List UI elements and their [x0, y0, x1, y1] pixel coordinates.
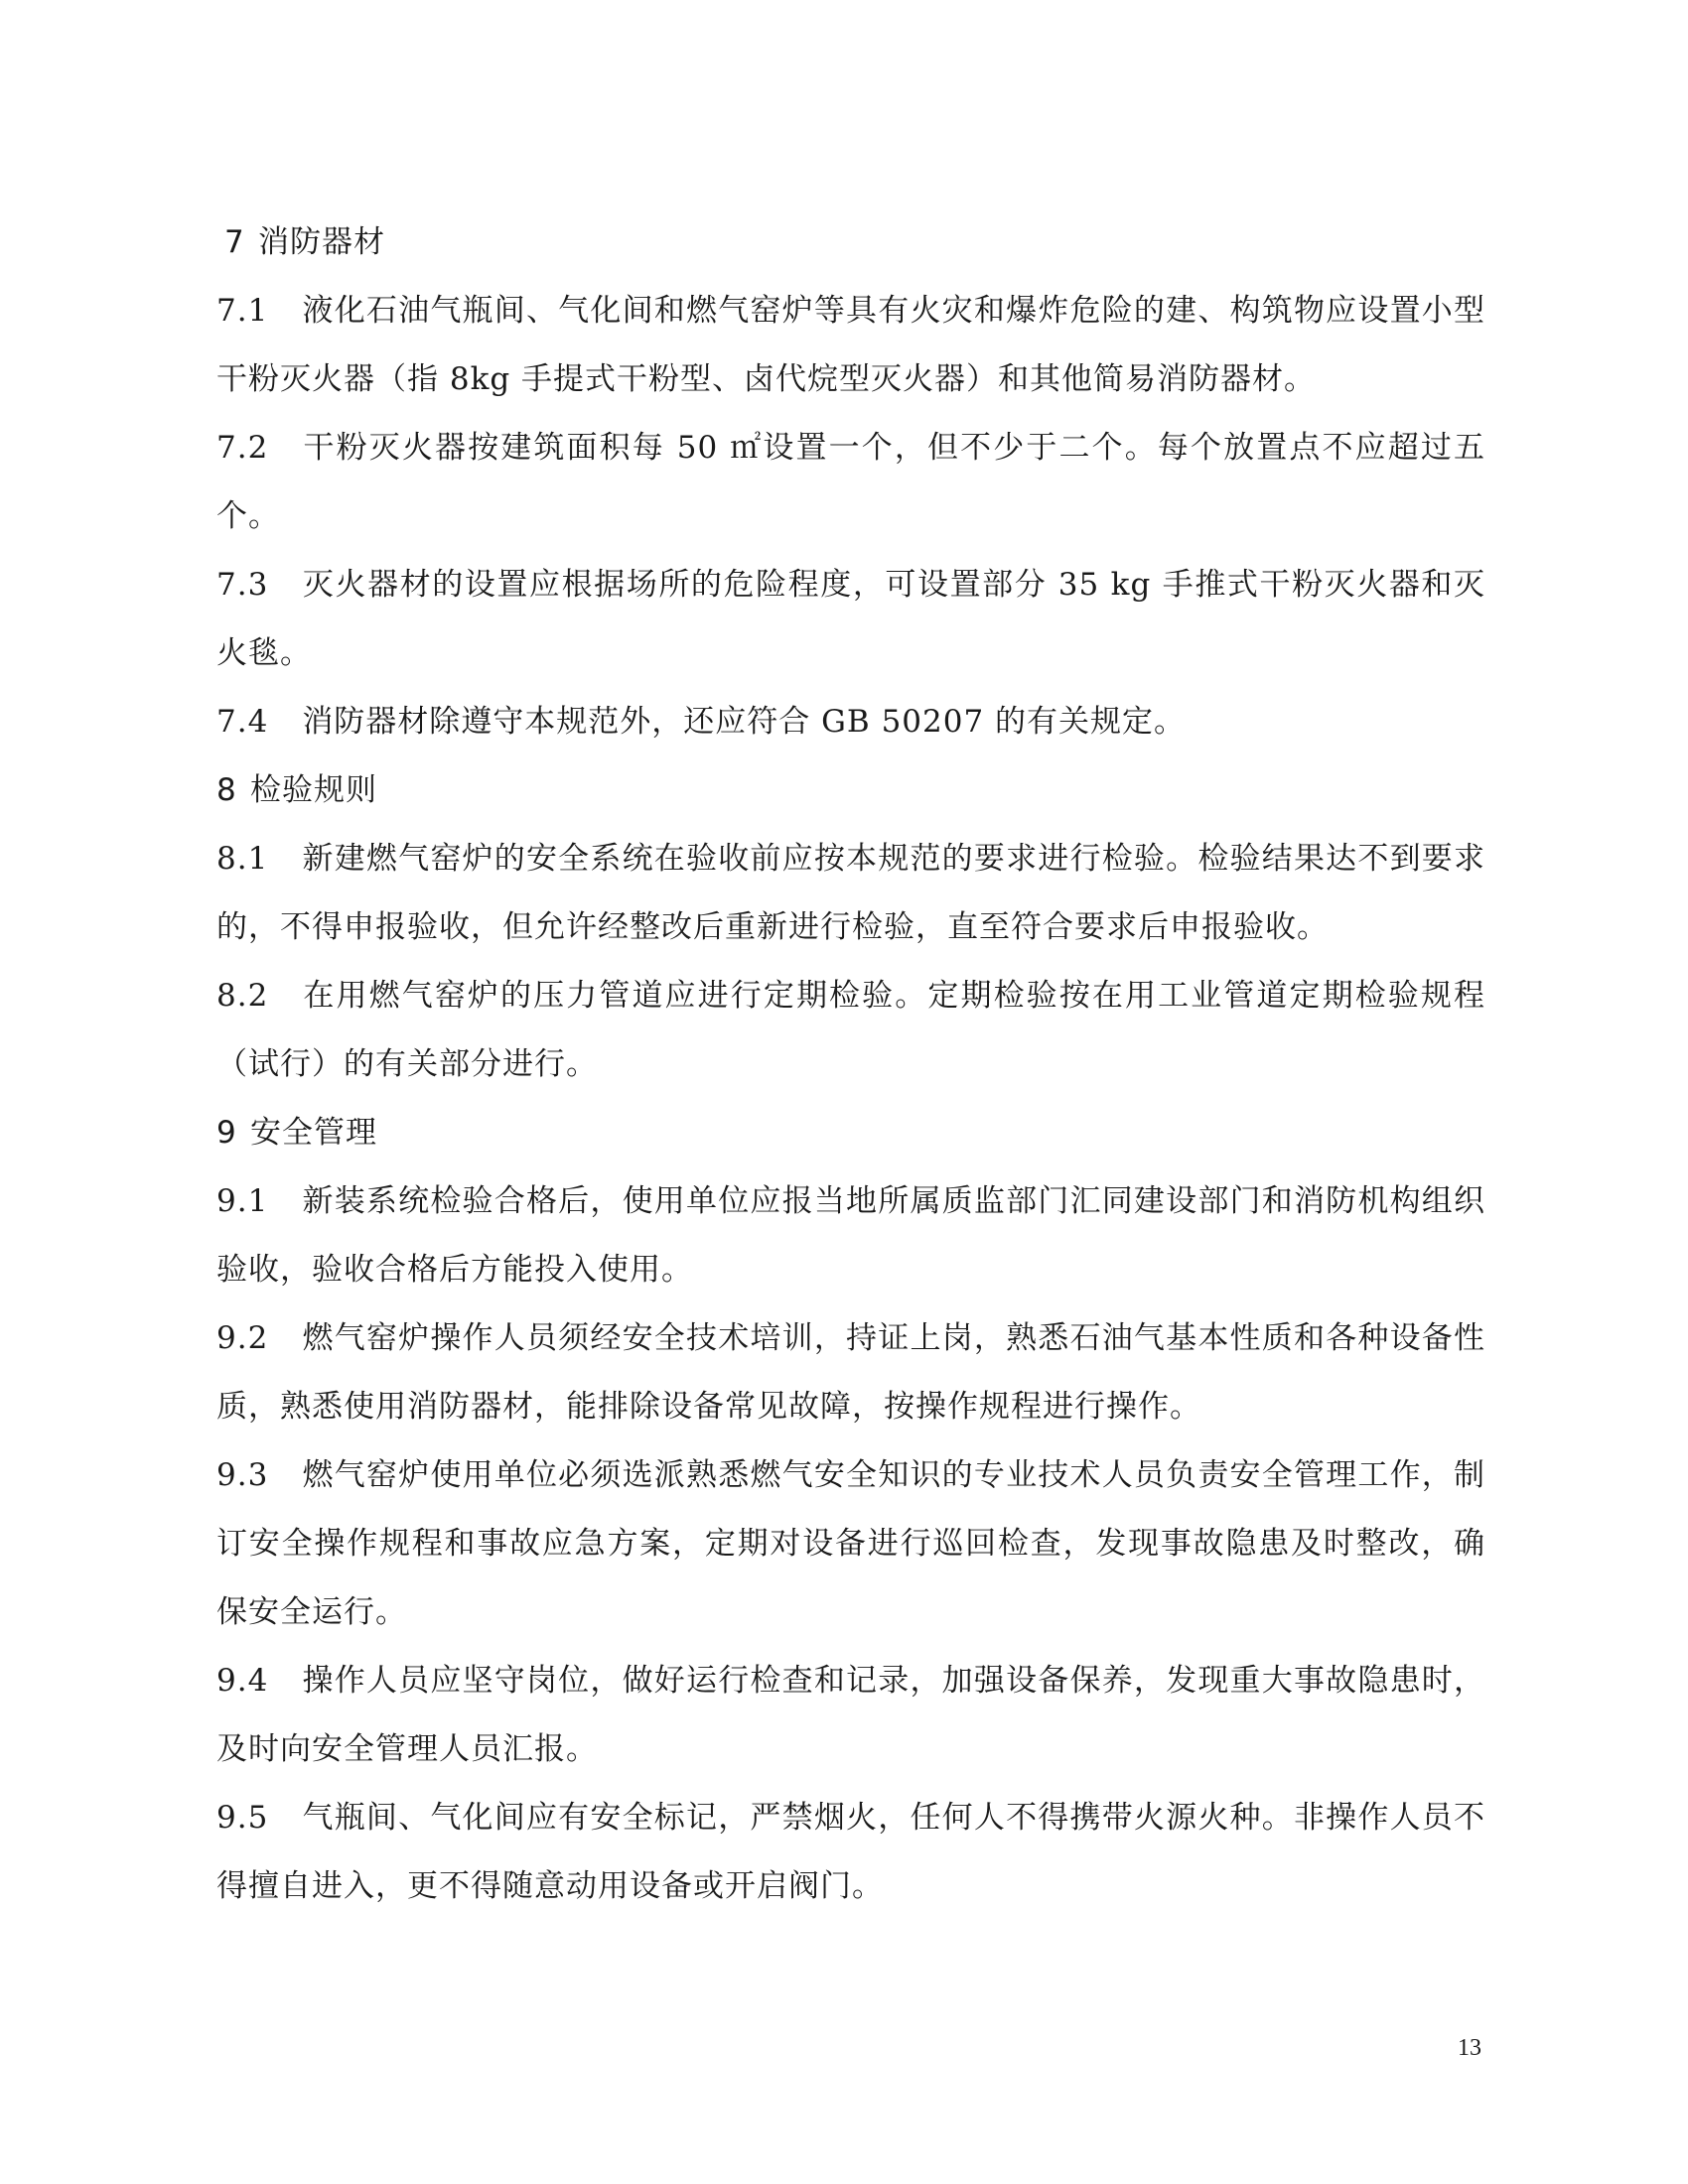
page-content	[216, 208, 1485, 1921]
section-heading	[216, 1099, 1485, 1167]
clause-number: 7.2	[216, 430, 269, 466]
clause-number: 9.4	[216, 1663, 269, 1699]
clause-text: 消防器材除遵守本规范外，还应符合 GB 50207 的有关规定。	[302, 704, 1187, 740]
clause-text: 新装系统检验合格后，使用单位应报当地所属质监部门汇同建设部门和消防机构组织验收，验收合格后方能投入使用。	[216, 1183, 1485, 1288]
clause-number: 9.1	[216, 1183, 269, 1219]
clause	[216, 688, 1485, 756]
section-number: 9	[216, 1115, 237, 1151]
clause	[216, 1167, 1485, 1304]
clause	[216, 1304, 1485, 1441]
section-heading	[216, 208, 1485, 277]
clause-number: 9.5	[216, 1800, 269, 1836]
clause-number: 8.1	[216, 841, 269, 877]
clause	[216, 277, 1485, 414]
clause	[216, 1441, 1485, 1647]
clause-text: 新建燃气窑炉的安全系统在验收前应按本规范的要求进行检验。检验结果达不到要求的，不得申报验收，但允许经整改后重新进行检验，直至符合要求后申报验收。	[216, 841, 1485, 945]
clause-number: 9.2	[216, 1320, 269, 1356]
section-number: 7	[224, 224, 245, 260]
clause-text: 燃气窑炉使用单位必须选派熟悉燃气安全知识的专业技术人员负责安全管理工作，制订安全操作规程和事故应急方案，定期对设备进行巡回检查，发现事故隐患及时整改，确保安全运行。	[216, 1457, 1485, 1630]
section-heading	[216, 756, 1485, 825]
clause-text: 在用燃气窑炉的压力管道应进行定期检验。定期检验按在用工业管道定期检验规程（试行）的有关部分进行。	[216, 978, 1485, 1082]
clause-text: 灭火器材的设置应根据场所的危险程度，可设置部分 35 kg 手推式干粉灭火器和灭火毯。	[216, 567, 1485, 671]
section-number: 8	[216, 772, 237, 808]
clause-text: 操作人员应坚守岗位，做好运行检查和记录，加强设备保养，发现重大事故隐患时，及时向安全管理人员汇报。	[216, 1663, 1485, 1767]
section-title: 检验规则	[250, 772, 377, 808]
clause	[216, 1784, 1485, 1921]
clause-text: 液化石油气瓶间、气化间和燃气窑炉等具有火灾和爆炸危险的建、构筑物应设置小型干粉灭火器（指 8kg 手提式干粉型、卤代烷型灭火器）和其他简易消防器材。	[216, 293, 1485, 397]
clause-number: 7.1	[216, 293, 269, 329]
clause-number: 7.3	[216, 567, 269, 603]
clause-number: 7.4	[216, 704, 269, 740]
clause-text: 燃气窑炉操作人员须经安全技术培训，持证上岗，熟悉石油气基本性质和各种设备性质，熟悉使用消防器材，能排除设备常见故障，按操作规程进行操作。	[216, 1320, 1485, 1425]
clause	[216, 825, 1485, 962]
page-number: 13	[1458, 2035, 1481, 2061]
clause	[216, 551, 1485, 688]
clause-number: 8.2	[216, 978, 269, 1014]
clause	[216, 414, 1485, 551]
clause-number: 9.3	[216, 1457, 269, 1493]
clause	[216, 1647, 1485, 1784]
clause	[216, 962, 1485, 1099]
clause-text: 干粉灭火器按建筑面积每 50 ㎡设置一个，但不少于二个。每个放置点不应超过五个。	[216, 430, 1485, 534]
clause-text: 气瓶间、气化间应有安全标记，严禁烟火，任何人不得携带火源火种。非操作人员不得擅自进入，更不得随意动用设备或开启阀门。	[216, 1800, 1485, 1904]
section-title: 消防器材	[258, 224, 385, 260]
section-title: 安全管理	[250, 1115, 377, 1151]
